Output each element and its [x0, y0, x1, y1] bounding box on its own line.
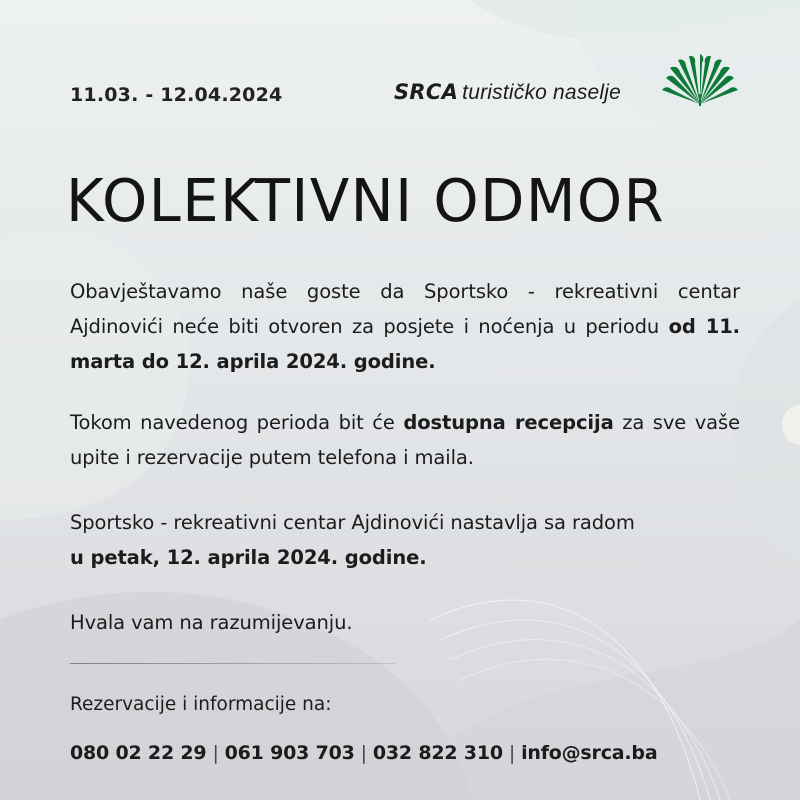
- paragraph-notice-bold: od 11. marta do 12. aprila 2024. godine.: [70, 315, 740, 373]
- green-fan-leaf-logo-icon: [660, 54, 740, 108]
- paragraph-reopening-bold: u petak, 12. aprila 2024. godine.: [70, 546, 427, 569]
- divider: [70, 663, 395, 664]
- contact-email[interactable]: info@srca.ba: [521, 742, 658, 764]
- contact-phone-3[interactable]: 032 822 310: [372, 742, 503, 764]
- paragraph-reception-bold: dostupna recepcija: [403, 411, 614, 434]
- contact-phone-1[interactable]: 080 02 22 29: [70, 742, 207, 764]
- brand-subtitle: turističko naselje: [462, 81, 622, 104]
- date-range: 11.03. - 12.04.2024: [70, 84, 283, 106]
- page-title: KOLEKTIVNI ODMOR: [66, 166, 666, 235]
- paragraph-reopening-text: Sportsko - rekreativni centar Ajdinovići nastavlja sa radom: [70, 511, 635, 534]
- paragraph-reception-text-before: Tokom navedenog perioda bit će: [70, 411, 395, 434]
- paragraph-notice: [70, 274, 740, 379]
- contact-separator: |: [508, 742, 516, 764]
- contact-separator: |: [360, 742, 367, 764]
- brand-bold: SRCA: [394, 80, 459, 104]
- contact-label: Rezervacije i informacije na:: [70, 694, 332, 715]
- paragraph-notice-text: Obavještavamo naše goste da Sportsko - rekreativni centar Ajdinovići neće biti otvoren za posjete i noćenja u periodu: [70, 280, 740, 338]
- paragraph-reception-text-after: za sve vaše upite i rezervacije putem telefona i maila.: [70, 411, 740, 469]
- contact-separator: |: [212, 742, 219, 764]
- paragraph-reopening: [70, 505, 740, 575]
- contact-phone-2[interactable]: 061 903 703: [224, 742, 355, 764]
- closing-text: Hvala vam na razumijevanju.: [70, 611, 353, 634]
- contact-list: [70, 742, 657, 764]
- paragraph-reception: [70, 405, 740, 475]
- brand-name: [394, 80, 621, 105]
